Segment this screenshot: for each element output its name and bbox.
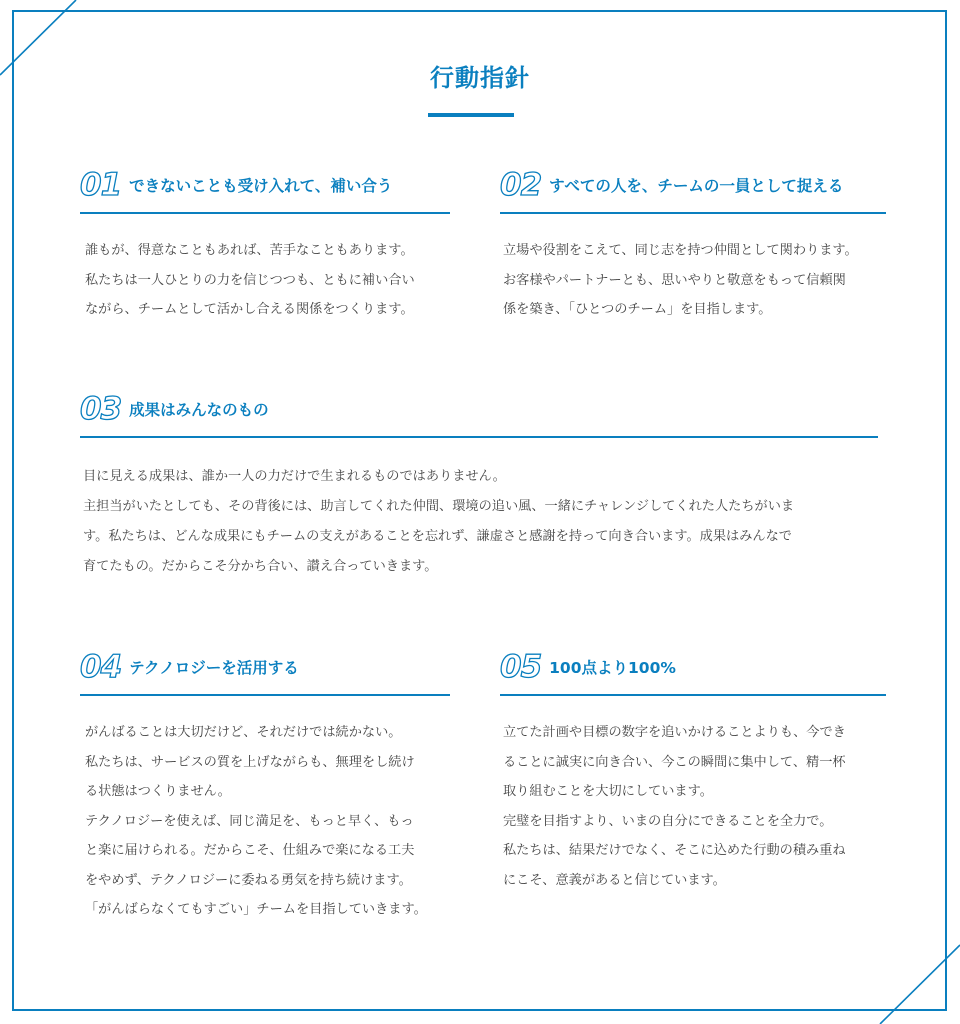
body-line: 私たちは一人ひとりの力を信じつつも、ともに補い合い <box>85 272 415 288</box>
title-underline <box>428 113 514 117</box>
body-line: 立場や役割をこえて、同じ志を持つ仲間として関わります。 <box>503 243 858 258</box>
body-line: る状態はつくりません。 <box>85 784 231 799</box>
body-line: にこそ、意義があると信じています。 <box>503 872 726 888</box>
section-04 <box>80 650 450 925</box>
section-header <box>500 650 886 684</box>
section-number: 04 <box>80 648 122 685</box>
section-number: 01 <box>80 166 122 203</box>
body-line: がんばることは大切だけど、それだけでは続かない。 <box>85 725 402 740</box>
body-line: 完璧を目指すより、いまの自分にできることを全力で。 <box>503 813 833 829</box>
body-line: 主担当がいたとしても、その背後には、助言してくれた仲間、環境の追い風、一緒にチャレンジしてくれた人たちがいま <box>83 499 795 514</box>
section-rule <box>500 212 886 214</box>
body-line: 私たちは、結果だけでなく、そこに込めた行動の積み重ね <box>503 843 846 858</box>
section-header <box>500 168 886 202</box>
body-line: 立てた計画や目標の数字を追いかけることよりも、今でき <box>503 725 846 740</box>
section-number: 05 <box>500 648 542 685</box>
body-line: 育てたもの。だからこそ分かち合い、讃え合っていきます。 <box>83 559 438 574</box>
section-body <box>80 462 878 582</box>
section-number: 03 <box>80 390 122 427</box>
body-line: 取り組むことを大切にしています。 <box>503 784 713 799</box>
section-01 <box>80 168 450 325</box>
body-line: 「がんばらなくてもすごい」チームを目指していきます。 <box>85 902 427 917</box>
section-05 <box>500 650 886 895</box>
section-heading: 成果はみんなのもの <box>129 401 269 419</box>
section-body <box>80 718 450 925</box>
body-line: ながら、チームとして活かし合える関係をつくります。 <box>85 302 414 317</box>
section-03 <box>80 392 878 582</box>
section-rule <box>80 212 450 214</box>
page-title: 行動指針 <box>430 64 530 92</box>
section-heading: 100点より100% <box>549 659 676 677</box>
section-heading: テクノロジーを活用する <box>129 659 299 677</box>
section-number: 02 <box>500 166 542 203</box>
section-body <box>500 718 886 895</box>
body-line: ることに誠実に向き合い、今この瞬間に集中して、精一杯 <box>503 754 846 770</box>
section-02 <box>500 168 886 325</box>
body-line: 誰もが、得意なこともあれば、苦手なこともあります。 <box>85 243 414 258</box>
section-heading: すべての人を、チームの一員として捉える <box>549 177 844 195</box>
section-rule <box>80 436 878 438</box>
section-rule <box>500 694 886 696</box>
body-line: テクノロジーを使えば、同じ満足を、もっと早く、もっ <box>85 813 414 829</box>
body-line: す。私たちは、どんな成果にもチームの支えがあることを忘れず、謙虚さと感謝を持って向き合います。成果はみんなで <box>83 529 792 544</box>
section-rule <box>80 694 450 696</box>
body-line: 係を築き、「ひとつのチーム」を目指します。 <box>503 302 772 317</box>
body-line: 目に見える成果は、誰か一人の力だけで生まれるものではありません。 <box>83 469 506 484</box>
section-body <box>80 236 450 325</box>
section-heading: できないことも受け入れて、補い合う <box>129 177 393 195</box>
body-line: をやめず、テクノロジーに委ねる勇気を持ち続けます。 <box>85 872 412 888</box>
section-header <box>80 392 878 426</box>
section-header <box>80 168 450 202</box>
body-line: お客様やパートナーとも、思いやりと敬意をもって信頼関 <box>503 272 846 288</box>
body-line: と楽に届けられる。だからこそ、仕組みで楽になる工夫 <box>85 843 415 858</box>
section-body <box>500 236 886 325</box>
section-header <box>80 650 450 684</box>
body-line: 私たちは、サービスの質を上げながらも、無理をし続け <box>85 754 415 770</box>
